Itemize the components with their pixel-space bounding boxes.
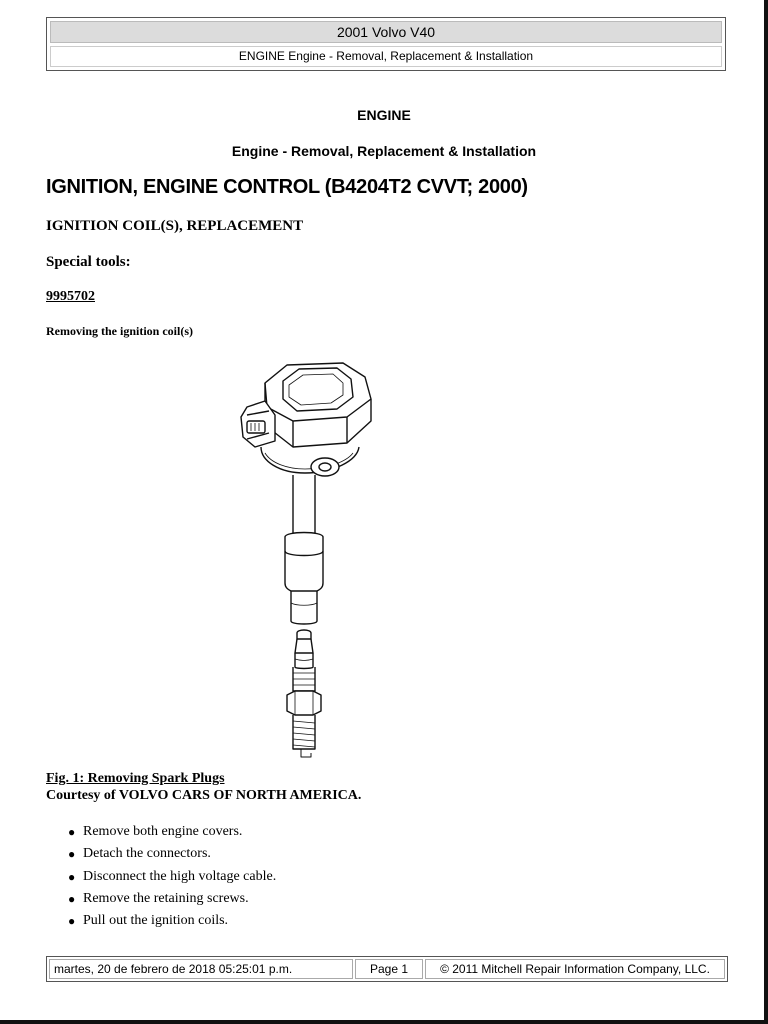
subtitle-heading: Engine - Removal, Replacement & Installation (231, 143, 537, 159)
section-title: IGNITION COIL(S), REPLACEMENT (46, 218, 304, 234)
ignition-coil-illustration (225, 355, 385, 773)
page-title: IGNITION, ENGINE CONTROL (B4204T2 CVVT; 2000) (46, 176, 528, 198)
footer-page-number: Page 1 (355, 959, 423, 979)
figure-courtesy: Courtesy of VOLVO CARS OF NORTH AMERICA. (46, 788, 362, 803)
list-item: ● Disconnect the high voltage cable. (66, 867, 276, 889)
steps-list (66, 822, 276, 933)
bullet-icon: ● (68, 825, 76, 839)
page-header (46, 17, 726, 71)
figure-caption: Fig. 1: Removing Spark Plugs (46, 771, 225, 786)
vehicle-title: 2001 Volvo V40 (50, 21, 722, 43)
footer-timestamp: martes, 20 de febrero de 2018 05:25:01 p.m. (49, 959, 353, 979)
list-item: ● Remove the retaining screws. (66, 889, 276, 911)
footer-copyright: © 2011 Mitchell Repair Information Company, LLC. (425, 959, 725, 979)
category-heading: ENGINE (357, 107, 411, 123)
procedure-title: Removing the ignition coil(s) (46, 324, 193, 338)
tool-number-link[interactable]: 9995702 (46, 289, 95, 304)
bullet-icon: ● (68, 869, 76, 884)
special-tools-label: Special tools: (46, 254, 131, 270)
bullet-icon: ● (68, 914, 76, 929)
page-footer (46, 956, 728, 982)
list-item: ● Detach the connectors. (66, 844, 276, 866)
bullet-icon: ● (68, 891, 76, 906)
bullet-icon: ● (68, 847, 76, 862)
list-item: ● Pull out the ignition coils. (66, 911, 276, 933)
list-item: ● Remove both engine covers. (66, 822, 276, 844)
section-subtitle: ENGINE Engine - Removal, Replacement & Installation (50, 46, 722, 67)
